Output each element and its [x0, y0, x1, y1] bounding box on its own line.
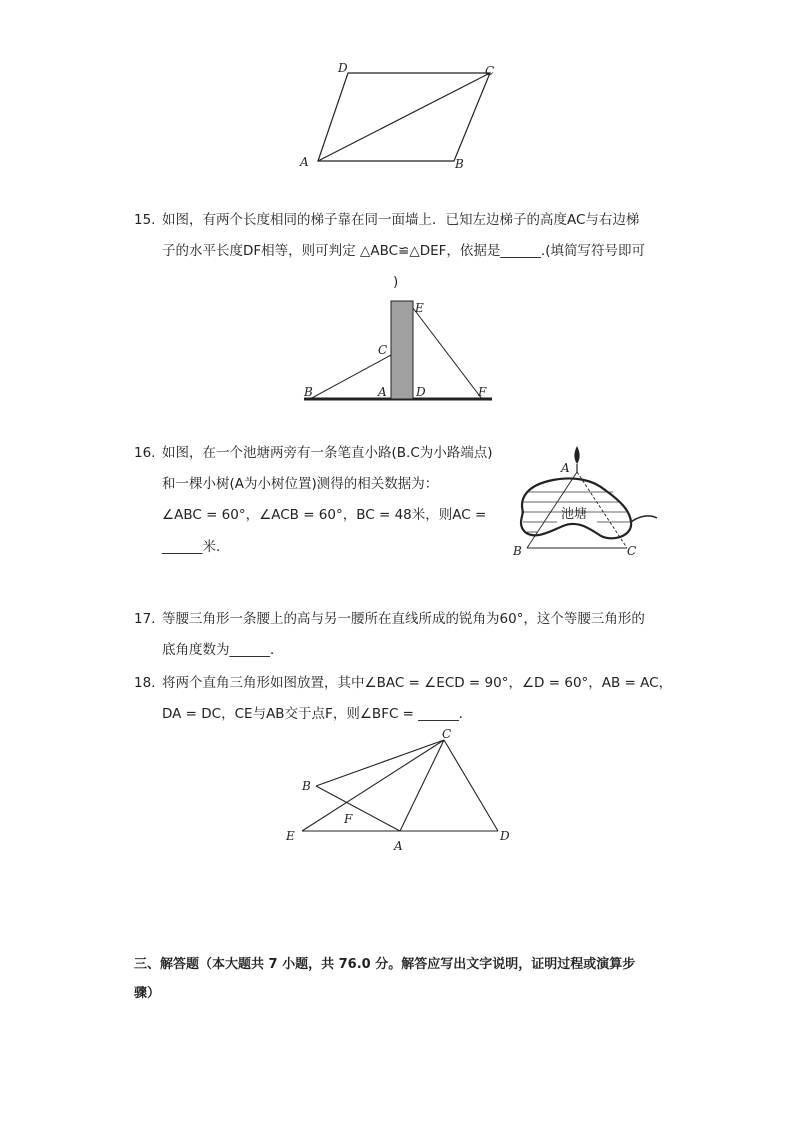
q17-line2: 底角度数为______． — [162, 642, 284, 658]
q16-line2: 和一棵小树(A为小树位置)测得的相关数据为： — [162, 476, 439, 492]
label-f: F — [478, 385, 487, 399]
q15-number: 15. — [134, 212, 156, 228]
line-cd — [444, 740, 498, 831]
label-a: A — [561, 461, 570, 475]
label-a: A — [394, 839, 403, 853]
section3-line1 — [134, 953, 635, 977]
label-b: B — [513, 544, 522, 558]
line-ba — [316, 786, 400, 831]
label-e: E — [415, 301, 424, 315]
label-f: F — [344, 812, 353, 826]
q15-line3: ) — [393, 274, 399, 290]
line-ec — [302, 740, 444, 831]
q15-line2: 子的水平长度DF相等，则可判定 △ABC≌△DEF，依据是______.(填简写符号即可 — [162, 243, 645, 259]
ladder-figure — [298, 296, 498, 406]
label-d: D — [338, 61, 348, 75]
label-a: A — [378, 385, 387, 399]
q16-line3: ∠ABC = 60°，∠ACB = 60°，BC = 48米，则AC = — [162, 507, 487, 523]
q17-line1: 等腰三角形一条腰上的高与另一腰所在直线所成的锐角为60°，这个等腰三角形的 — [162, 611, 645, 627]
q18-line1: 将两个直角三角形如图放置，其中∠BAC = ∠ECD = 90°，∠D = 60°，AB = AC， — [162, 675, 673, 691]
section3-heading-cont: 骤） — [134, 986, 161, 1001]
parallelogram-figure — [290, 58, 510, 178]
pond-figure — [505, 440, 665, 565]
pond-label: 池塘 — [561, 507, 588, 522]
label-a: A — [300, 155, 309, 169]
label-d: D — [500, 829, 510, 843]
label-d: D — [416, 385, 426, 399]
label-b: B — [455, 157, 464, 171]
label-b: B — [304, 385, 313, 399]
label-e: E — [286, 829, 295, 843]
q18-line2: DA = DC，CE与AB交于点F，则∠BFC = ______． — [162, 706, 473, 722]
pond-tail — [631, 516, 657, 522]
label-c: C — [485, 64, 495, 78]
label-c: C — [627, 544, 637, 558]
section3-line2 — [134, 982, 160, 1006]
q18-number: 18. — [134, 675, 156, 691]
section3-heading: 三、解答题（本大题共 7 小题，共 76.0 分。解答应写出文字说明，证明过程或演算步 — [134, 957, 636, 972]
tree-icon — [574, 446, 579, 464]
q16-number: 16. — [134, 445, 156, 461]
q17-number: 17. — [134, 611, 156, 627]
label-b: B — [302, 779, 311, 793]
wall — [391, 301, 413, 399]
label-c: C — [378, 343, 388, 357]
label-c: C — [442, 727, 452, 741]
triangles-figure — [280, 726, 520, 856]
q15-line1: 如图，有两个长度相同的梯子靠在同一面墙上．已知左边梯子的高度AC与右边梯 — [162, 212, 640, 228]
q16-line4: ______米． — [162, 539, 230, 555]
q16-line1: 如图，在一个池塘两旁有一条笔直小路(B.C为小路端点) — [162, 445, 493, 461]
